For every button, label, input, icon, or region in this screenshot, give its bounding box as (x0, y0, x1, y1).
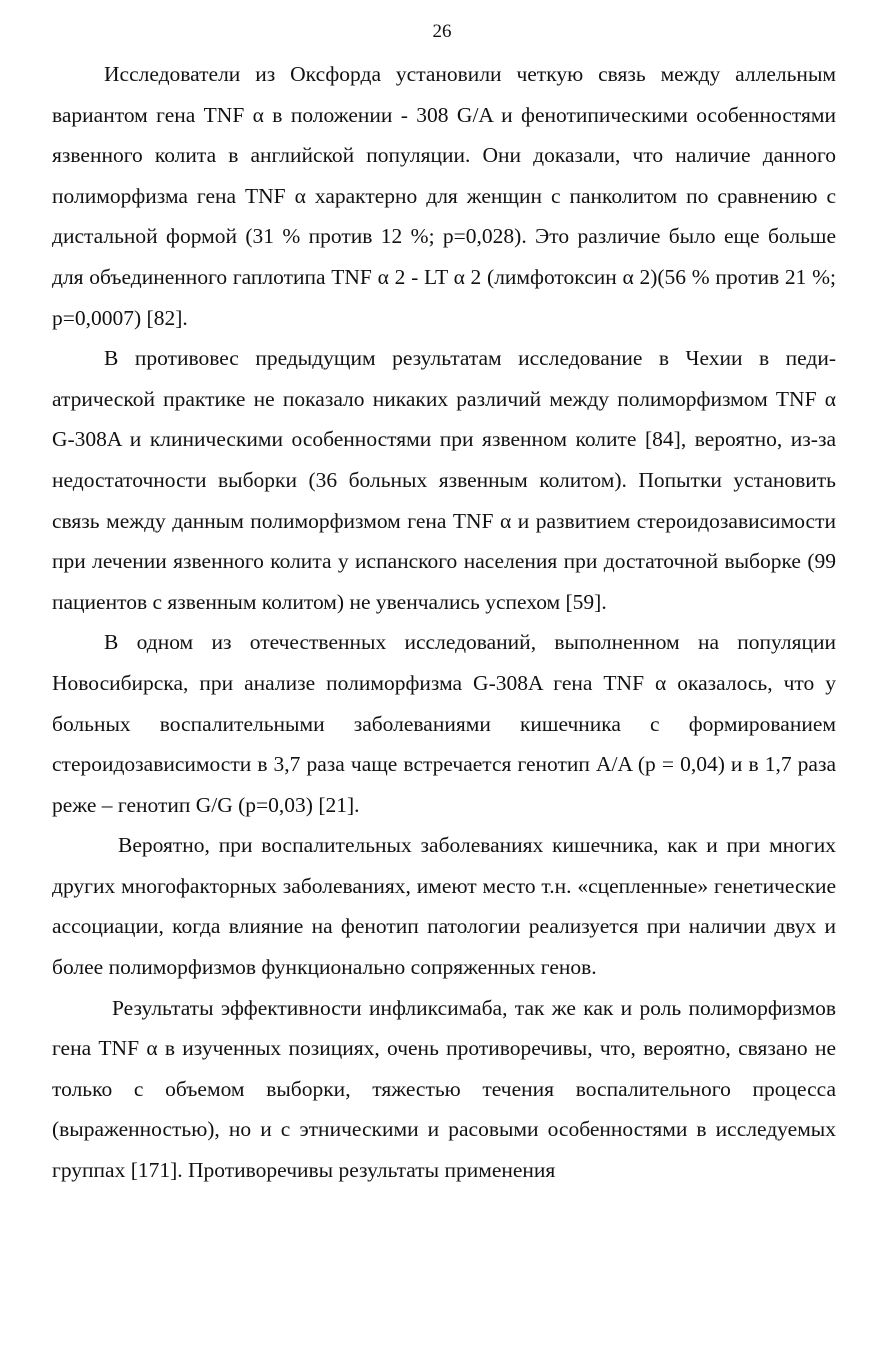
body-text (52, 54, 836, 1191)
page-number: 26 (432, 21, 452, 42)
paragraph-novosibirsk-study: В одном из отечественных исследований, выполненном на популяции Новосибирска, при анализе полиморфизма G-308A гена TNF α оказалось, что у больных воспалительными заболеваниями кишечника с формированием стероидозависимости в 3,7 раза чаще встречается генотип A/A (p = 0,04) и в 1,7 раза реже – генотип G/G (p=0,03) [21]. (52, 630, 836, 817)
paragraph-linked-associations: Вероятно, при воспалительных заболеваниях кишечника, как и при многих других многофакторных заболеваниях, имеют место т.н. «сцепленные» генетические ассоциации, когда влияние на фенотип патологии реализуется при наличии двух и более полиморфизмов функционально сопряженных генов. (52, 833, 836, 980)
paragraph-oxford-study: Исследователи из Оксфорда установили четкую связь между аллельным вариантом гена TNF α в положении - 308 G/A и фенотипическими особенностями язвенного колита в английской популяции. Они доказали, что наличие данного полиморфизма гена TNF α характерно для женщин с панколитом по сравнению с дистальной формой (31 % против 12 %; p=0,028). Это различие было еще больше для объединенного гаплотипа TNF α 2 - LT α 2 (лимфотоксин α 2)(56 % против 21 %; p=0,0007) [82]. (52, 62, 836, 330)
paragraph-infliximab-results: Результаты эффективности инфликсимаба, так же как и роль полиморфизмов гена TNF α в изученных позициях, очень противоречивы, что, вероятно, связано не только с объемом выборки, тяжестью течения воспалительного процесса (выраженностью), но и с этническими и расовыми особенностями в исследуемых группах [171]. Противоречивы результаты применения (52, 995, 836, 1183)
paragraph-czech-study: В противовес предыдущим результатам исследование в Чехии в педиатрической практике не показало никаких различий между полиморфизмом TNF α G-308A и клиническими особенностями при язвенном колите [84], вероятно, из-за недостаточности выборки (36 больных язвенным колитом). Попытки установить связь между данным полиморфизмом гена TNF α и развитием стероидозависимости при лечении язвенного колита у испанского населения при достаточной выборке (99 пациентов с язвенным колитом) не увенчались успехом [59]. (52, 346, 836, 614)
